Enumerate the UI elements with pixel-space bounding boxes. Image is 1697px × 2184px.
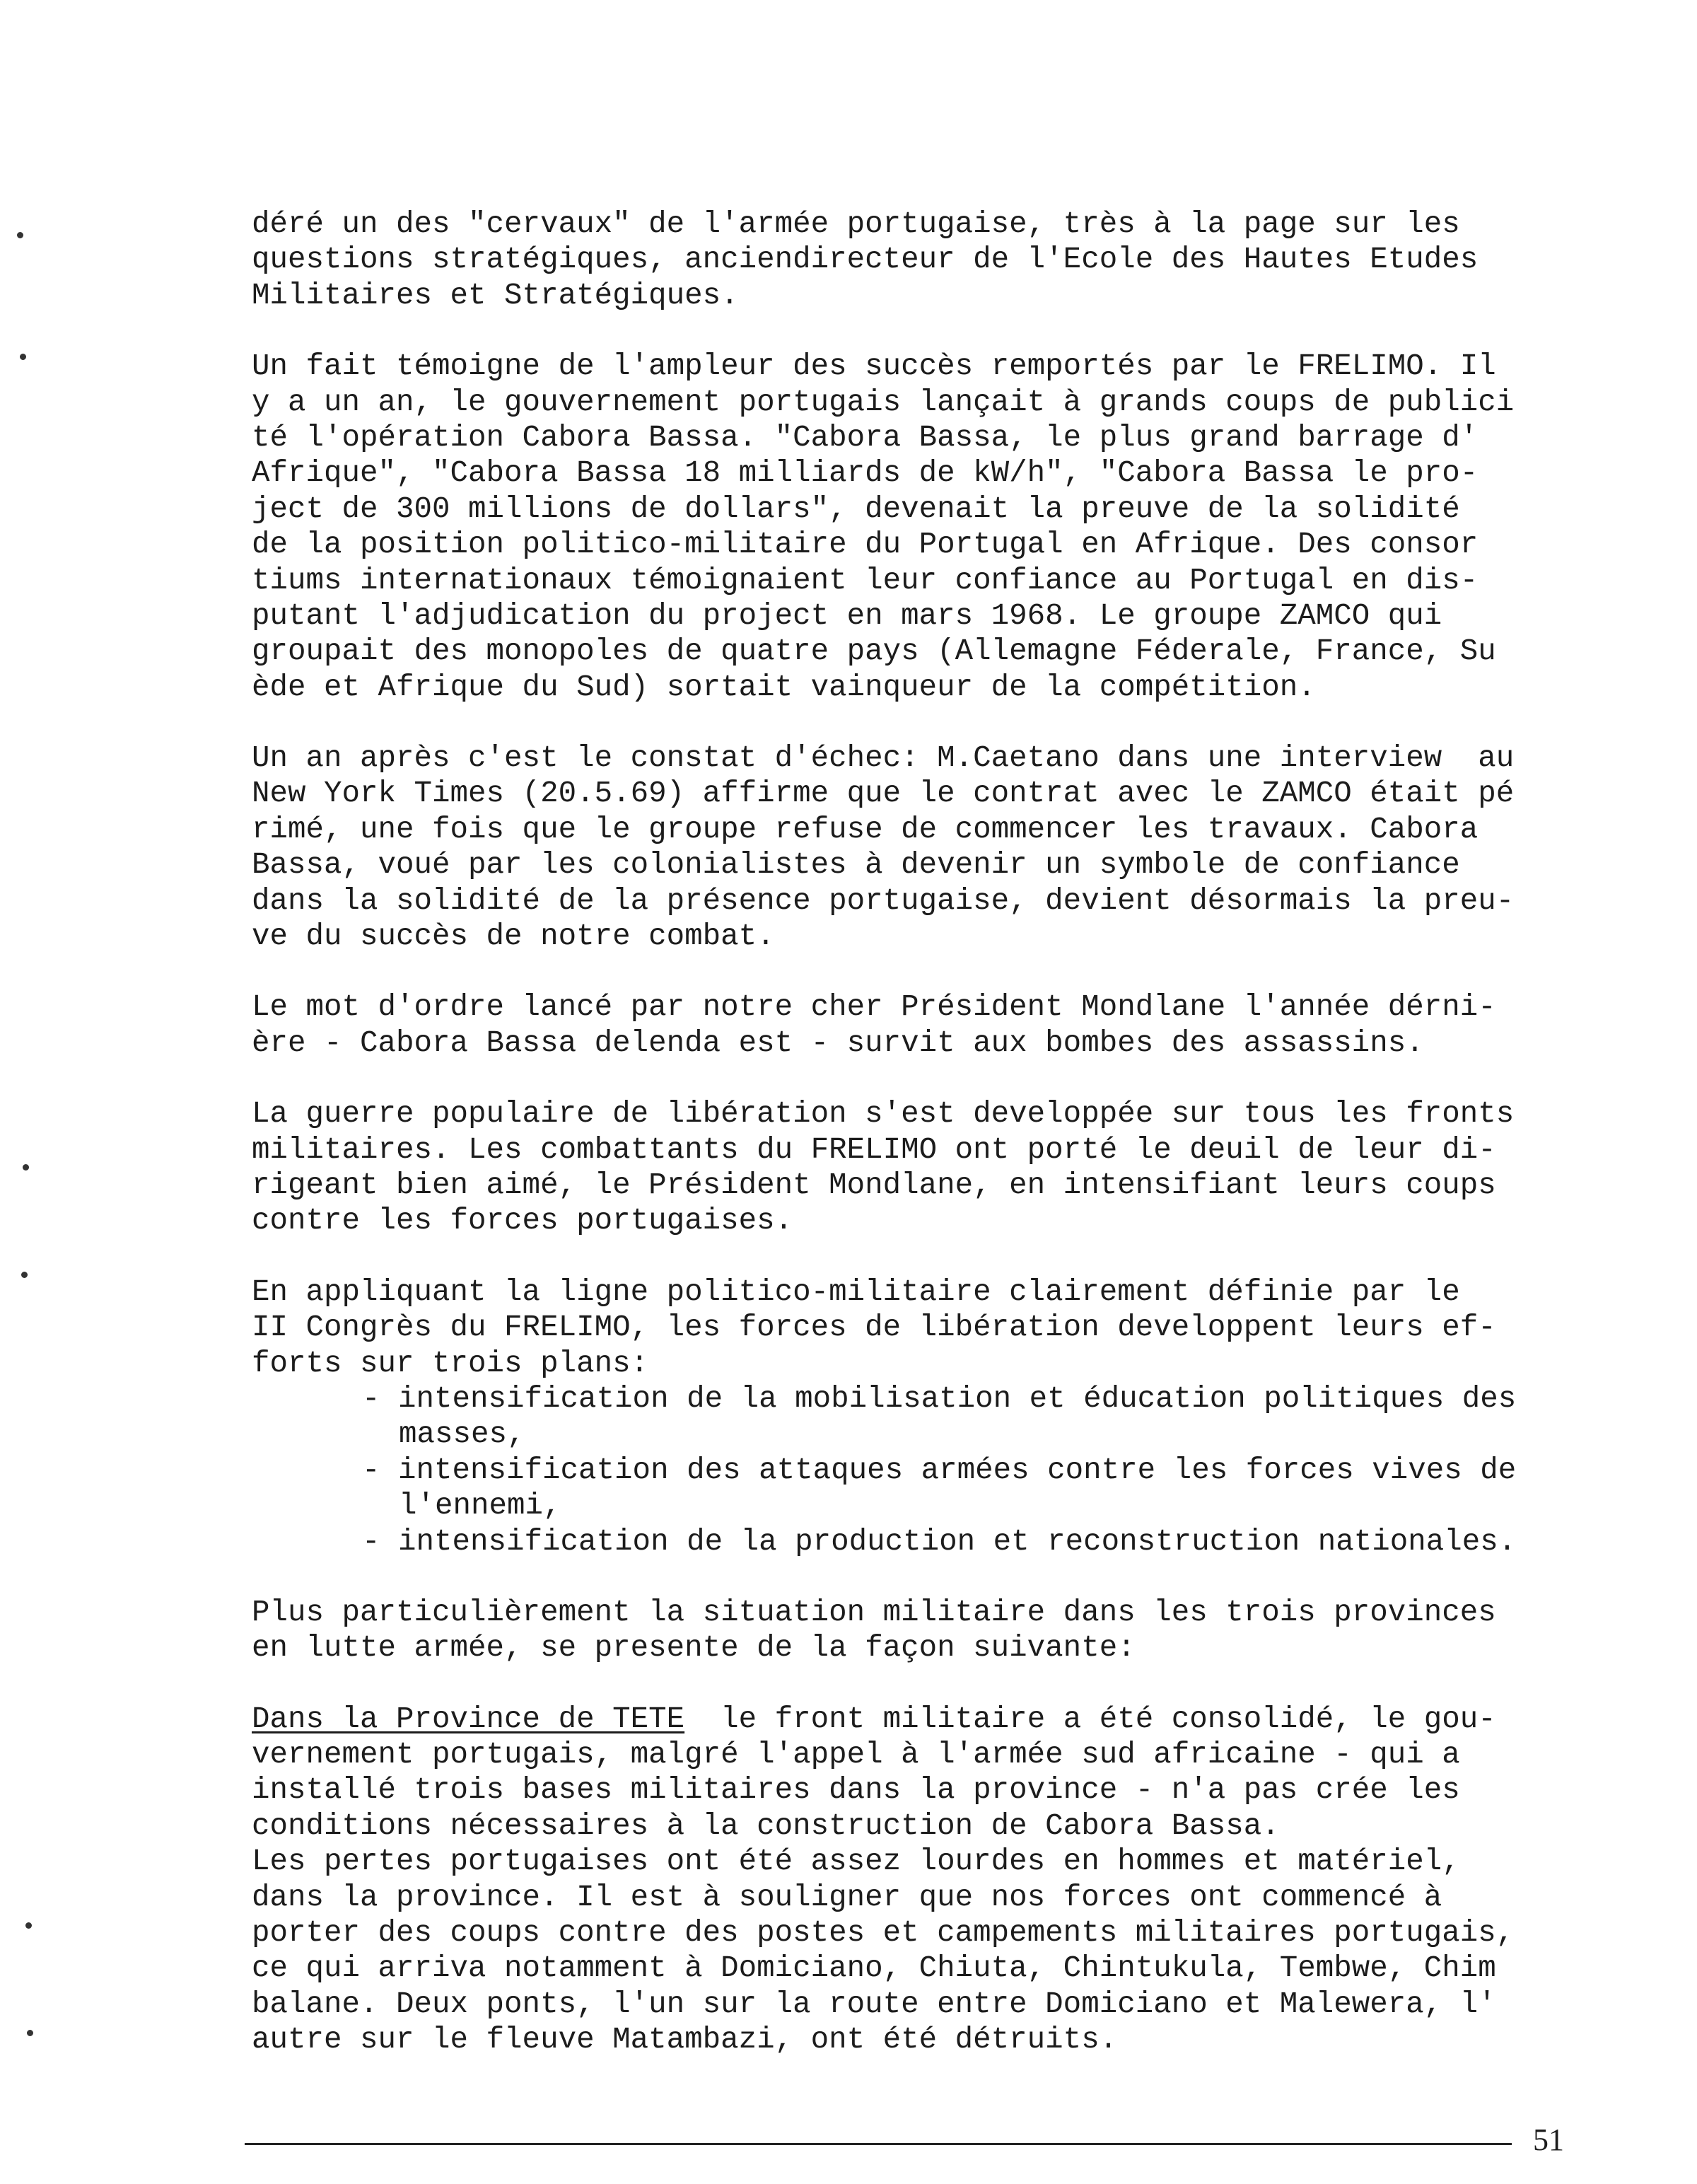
margin-mark <box>27 2030 33 2036</box>
text-line: ve du succès de notre combat. <box>252 919 775 954</box>
text-line: New York Times (20.5.69) affirme que le contrat avec le ZAMCO était pé <box>252 777 1515 811</box>
text-line: Un an après c'est le constat d'échec: M.Caetano dans une interview au <box>252 741 1515 776</box>
list-item <box>362 1381 1595 1453</box>
text-line: balane. Deux ponts, l'un sur la route entre Domiciano et Malewera, l' <box>252 1987 1496 2021</box>
text-line: Afrique", "Cabora Bassa 18 milliards de kW/h", "Cabora Bassa le pro- <box>252 456 1479 491</box>
plans-list <box>362 1381 1595 1559</box>
text-line: tiums internationaux témoignaient leur confiance au Portugal en dis- <box>252 563 1479 598</box>
text-line: en lutte armée, se presente de la façon suivante: <box>252 1631 1136 1666</box>
paragraph-three-plans <box>252 1274 1595 1381</box>
text-line: rimé, une fois que le groupe refuse de commencer les travaux. Cabora <box>252 812 1479 847</box>
document-body <box>252 207 1595 2058</box>
list-item <box>362 1453 1595 1524</box>
text-line: En appliquant la ligne politico-militaire clairement définie par le <box>252 1274 1460 1309</box>
text-line: porter des coups contre des postes et campements militaires portugais, <box>252 1916 1515 1951</box>
margin-mark <box>20 354 26 360</box>
margin-mark <box>25 1922 32 1929</box>
text-line: rigeant bien aimé, le Président Mondlane, en intensifiant leurs coups <box>252 1168 1496 1202</box>
text-line: groupait des monopoles de quatre pays (Allemagne Féderale, France, Su <box>252 634 1496 669</box>
text-line: putant l'adjudication du project en mars 1968. Le groupe ZAMCO qui <box>252 598 1442 633</box>
text-line: de la position politico-militaire du Portugal en Afrique. Des consor <box>252 528 1479 562</box>
text-line: ce qui arriva notamment à Domiciano, Chiuta, Chintukula, Tembwe, Chim <box>252 1951 1496 1986</box>
paragraph-intro <box>252 207 1595 313</box>
text-line: forts sur trois plans: <box>252 1346 649 1381</box>
text-line: installé trois bases militaires dans la province - n'a pas crée les <box>252 1773 1460 1808</box>
list-item-line: l'ennemi, <box>399 1489 561 1523</box>
margin-mark <box>21 1272 28 1278</box>
text-line: conditions nécessaires à la construction de Cabora Bassa. <box>252 1808 1280 1843</box>
text-line: ject de 300 millions de dollars", devenait la preuve de la solidité <box>252 492 1460 526</box>
tete-heading: Dans la Province de TETE <box>252 1702 685 1736</box>
text-line: Un fait témoigne de l'ampleur des succès remportés par le FRELIMO. Il <box>252 349 1496 384</box>
list-item-line: - intensification de la mobilisation et éducation politiques des <box>362 1381 1517 1416</box>
margin-mark <box>17 232 23 238</box>
text-line: Plus particulièrement la situation militaire dans les trois provinces <box>252 1595 1496 1630</box>
margin-mark <box>23 1164 29 1171</box>
page-number: 51 <box>1533 2122 1564 2157</box>
text-line: Le mot d'ordre lancé par notre cher Président Mondlane l'année dérni- <box>252 990 1496 1025</box>
text-line: déré un des "cervaux" de l'armée portugaise, très à la page sur les <box>252 207 1460 241</box>
text-line: contre les forces portugaises. <box>252 1204 793 1238</box>
text-line: vernement portugais, malgré l'appel à l'armée sud africaine - qui a <box>252 1738 1460 1772</box>
text-line: militaires. Les combattants du FRELIMO ont porté le deuil de leur di- <box>252 1132 1496 1167</box>
footer-rule <box>245 2143 1512 2145</box>
list-item-line: - intensification des attaques armées contre les forces vives de <box>362 1453 1517 1487</box>
paragraph-situation <box>252 1595 1595 1666</box>
text-line: ède et Afrique du Sud) sortait vainqueur de la compétition. <box>252 670 1316 704</box>
list-item <box>362 1524 1595 1559</box>
text-line: dans la province. Il est à souligner que nos forces ont commencé à <box>252 1880 1442 1915</box>
text-line: II Congrès du FRELIMO, les forces de libération developpent leurs ef- <box>252 1311 1496 1345</box>
paragraph-cabora-bassa <box>252 349 1595 705</box>
text-line: ère - Cabora Bassa delenda est - survit aux bombes des assassins. <box>252 1026 1424 1060</box>
text-line: autre sur le fleuve Matambazi, ont été détruits. <box>252 2023 1118 2057</box>
text-line: Les pertes portugaises ont été assez lourdes en hommes et matériel, <box>252 1845 1460 1879</box>
text-line: té l'opération Cabora Bassa. "Cabora Bassa, le plus grand barrage d' <box>252 420 1479 455</box>
text-line: Militaires et Stratégiques. <box>252 278 739 313</box>
paragraph-tete <box>252 1702 1595 2058</box>
text-line: La guerre populaire de libération s'est developpée sur tous les fronts <box>252 1097 1515 1132</box>
paragraph-mondlane-order <box>252 989 1595 1061</box>
text-span: le front militaire a été consolidé, le gou- <box>684 1702 1496 1736</box>
text-line: dans la solidité de la présence portugaise, devient désormais la preu- <box>252 883 1515 918</box>
list-item-line: masses, <box>399 1417 525 1452</box>
text-line: questions stratégiques, anciendirecteur de l'Ecole des Hautes Etudes <box>252 243 1479 277</box>
paragraph-popular-war <box>252 1096 1595 1239</box>
list-item-line: - intensification de la production et reconstruction nationales. <box>362 1524 1517 1559</box>
text-line: y a un an, le gouvernement portugais lançait à grands coups de publici <box>252 385 1515 419</box>
text-line <box>252 1702 1595 1737</box>
paragraph-caetano <box>252 740 1595 954</box>
text-line: Bassa, voué par les colonialistes à devenir un symbole de confiance <box>252 848 1460 883</box>
